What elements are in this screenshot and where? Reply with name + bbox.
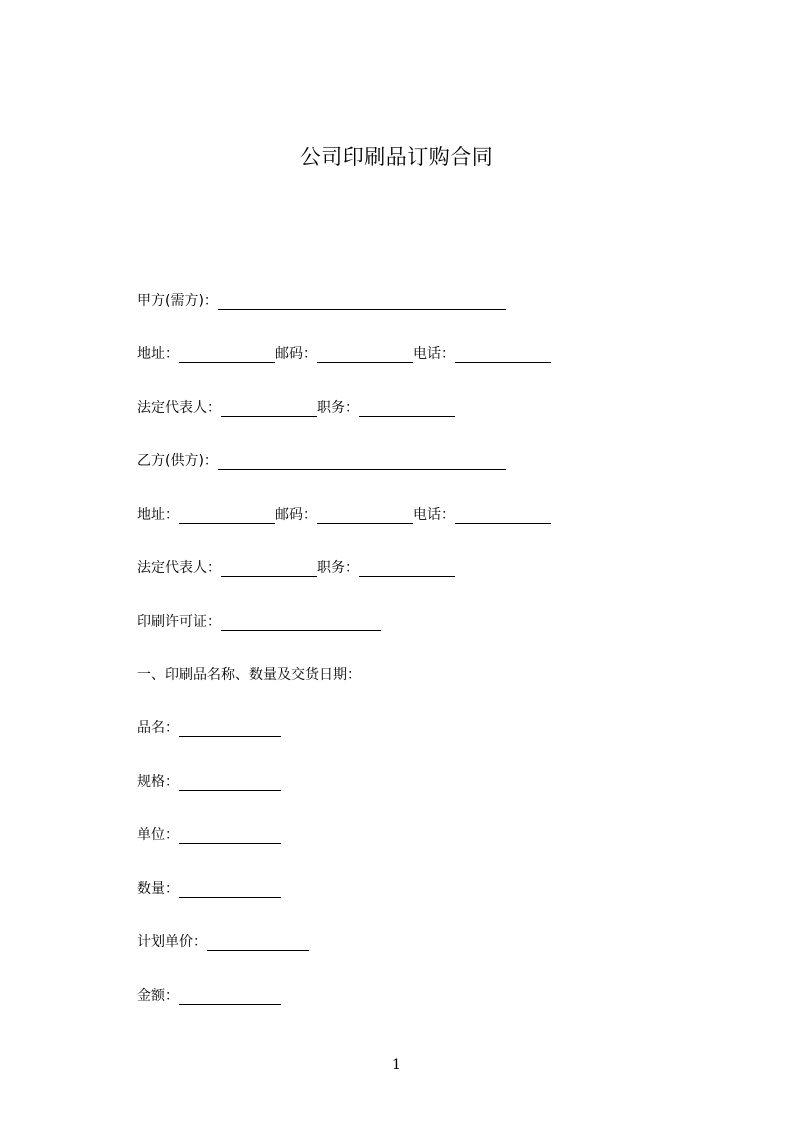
party-a-address-label: 地址： — [137, 346, 179, 362]
quantity-label: 数量： — [137, 881, 179, 897]
party-a-line — [137, 290, 506, 312]
party-b-address-label: 地址： — [137, 507, 179, 523]
amount-blank[interactable] — [179, 987, 281, 1005]
amount-line — [137, 985, 281, 1007]
section-one-heading — [137, 664, 361, 686]
page-number: 1 — [392, 1057, 401, 1073]
amount-label: 金额： — [137, 988, 179, 1004]
party-a-postcode-label: 邮码： — [275, 346, 317, 362]
license-line — [137, 611, 381, 633]
party-b-phone-blank[interactable] — [455, 506, 551, 524]
party-a-rep-line — [137, 397, 455, 419]
unit-label: 单位： — [137, 827, 179, 843]
party-b-postcode-label: 邮码： — [275, 507, 317, 523]
product-name-blank[interactable] — [179, 719, 281, 737]
party-b-legal-rep-label: 法定代表人： — [137, 560, 221, 576]
party-a-name-blank[interactable] — [218, 292, 506, 310]
planned-unit-price-label: 计划单价： — [137, 934, 207, 950]
party-a-phone-blank[interactable] — [455, 345, 551, 363]
page-title: 公司印刷品订购合同 — [299, 145, 494, 169]
spec-label: 规格： — [137, 774, 179, 790]
quantity-line — [137, 878, 281, 900]
party-a-legal-rep-blank[interactable] — [221, 399, 317, 417]
party-a-postcode-blank[interactable] — [317, 345, 413, 363]
license-blank[interactable] — [221, 613, 381, 631]
unit-blank[interactable] — [179, 826, 281, 844]
party-a-address-blank[interactable] — [179, 345, 275, 363]
party-b-line — [137, 450, 506, 472]
license-label: 印刷许可证： — [137, 614, 221, 630]
product-name-label: 品名： — [137, 720, 179, 736]
planned-unit-price-line — [137, 931, 309, 953]
party-b-position-blank[interactable] — [359, 559, 455, 577]
unit-line — [137, 824, 281, 846]
party-a-label: 甲方(需方)： — [137, 293, 218, 309]
spec-line — [137, 771, 281, 793]
section-one-heading-text: 一、印刷品名称、数量及交货日期： — [137, 667, 361, 683]
party-b-address-blank[interactable] — [179, 506, 275, 524]
party-b-legal-rep-blank[interactable] — [221, 559, 317, 577]
party-b-contact-line — [137, 504, 551, 526]
party-a-position-label: 职务： — [317, 400, 359, 416]
quantity-blank[interactable] — [179, 880, 281, 898]
party-b-postcode-blank[interactable] — [317, 506, 413, 524]
party-b-name-blank[interactable] — [218, 452, 506, 470]
planned-unit-price-blank[interactable] — [207, 933, 309, 951]
party-a-position-blank[interactable] — [359, 399, 455, 417]
party-b-rep-line — [137, 557, 455, 579]
party-a-phone-label: 电话： — [413, 346, 455, 362]
spec-blank[interactable] — [179, 773, 281, 791]
product-name-line — [137, 717, 281, 739]
party-b-label: 乙方(供方)： — [137, 453, 218, 469]
party-b-position-label: 职务： — [317, 560, 359, 576]
party-b-phone-label: 电话： — [413, 507, 455, 523]
party-a-contact-line — [137, 343, 551, 365]
party-a-legal-rep-label: 法定代表人： — [137, 400, 221, 416]
